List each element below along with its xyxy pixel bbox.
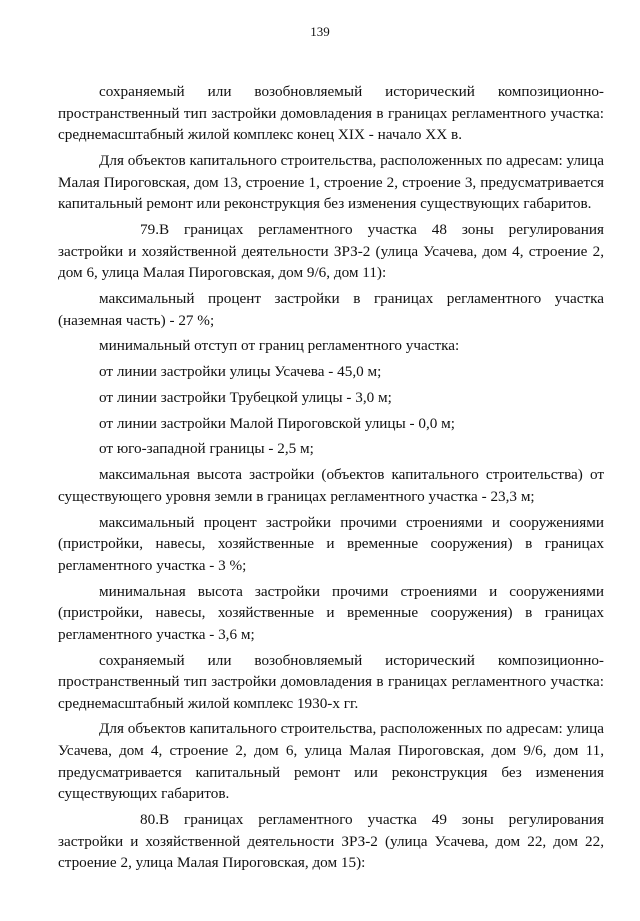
paragraph-heritage-type-1: сохраняемый или возобновляемый исторический композиционно-пространственный тип застройки домовладения в границах регламентного участка: среднемасштабный жилой комплекс конец XIX - начало XX в. [58,83,604,144]
paragraph-setback-usacheva: от линии застройки улицы Усачева - 45,0 м; [99,363,382,381]
paragraph-min-other-structures-height: минимальная высота застройки прочими строениями и сооружениями (пристройки, навесы, хозяйственные и временные сооружения) в границах регламентного участка - 3,6 м; [58,582,604,643]
paragraph-capital-repair-1: Для объектов капитального строительства, расположенных по адресам: улица Малая Пироговская, дом 13, строение 1, строение 2, строение 3, предусматривается капитальный ремонт или реконструкция без изменения существующих габаритов. [58,151,604,213]
clause-79: 79.В границах регламентного участка 48 зоны регулирования застройки и хозяйственной деятельности ЗРЗ-2 (улица Усачева, дом 4, строение 2, дом 6, улица Малая Пироговская, дом 9/6, дом 11): [58,220,604,282]
paragraph-heritage-type-2: сохраняемый или возобновляемый исторический композиционно-пространственный тип застройки домовладения в границах регламентного участка: среднемасштабный жилой комплекс 1930-х гг. [58,651,604,712]
paragraph-setback-trubetskaya: от линии застройки Трубецкой улицы - 3,0 м; [99,388,392,406]
paragraph-min-setback: минимальный отступ от границ регламентного участка: [99,337,460,355]
page-number: 139 [310,24,330,39]
paragraph-setback-southwest: от юго-западной границы - 2,5 м; [99,440,314,458]
clause-80: 80.В границах регламентного участка 49 зоны регулирования застройки и хозяйственной деятельности ЗРЗ-2 (улица Усачева, дом 22, дом 22, строение 2, улица Малая Пироговская, дом 15): [58,811,604,872]
document-body [58,81,604,878]
paragraph-max-building-percent: максимальный процент застройки в границах регламентного участка (наземная часть) - 27 %; [58,289,604,329]
paragraph-max-height: максимальная высота застройки (объектов капитального строительства) от существующего уровня земли в границах регламентного участка - 23,3 м; [58,466,604,505]
paragraph-setback-malaya-pirogovskaya: от линии застройки Малой Пироговской улицы - 0,0 м; [99,414,456,432]
paragraph-capital-repair-2: Для объектов капитального строительства, расположенных по адресам: улица Усачева, дом 4, строение 2, дом 6, улица Малая Пироговская, дом 9/6, дом 11, предусматривается капитальный ремонт или реконструкция без изменения существующих габаритов. [58,720,604,803]
clause-number: 79. [140,220,159,238]
paragraph-max-other-structures-percent: максимальный процент застройки прочими строениями и сооружениями (пристройки, навесы, хозяйственные и временные сооружения) в границах регламентного участка - 3 %; [58,513,604,574]
clause-number: 80. [140,811,159,829]
